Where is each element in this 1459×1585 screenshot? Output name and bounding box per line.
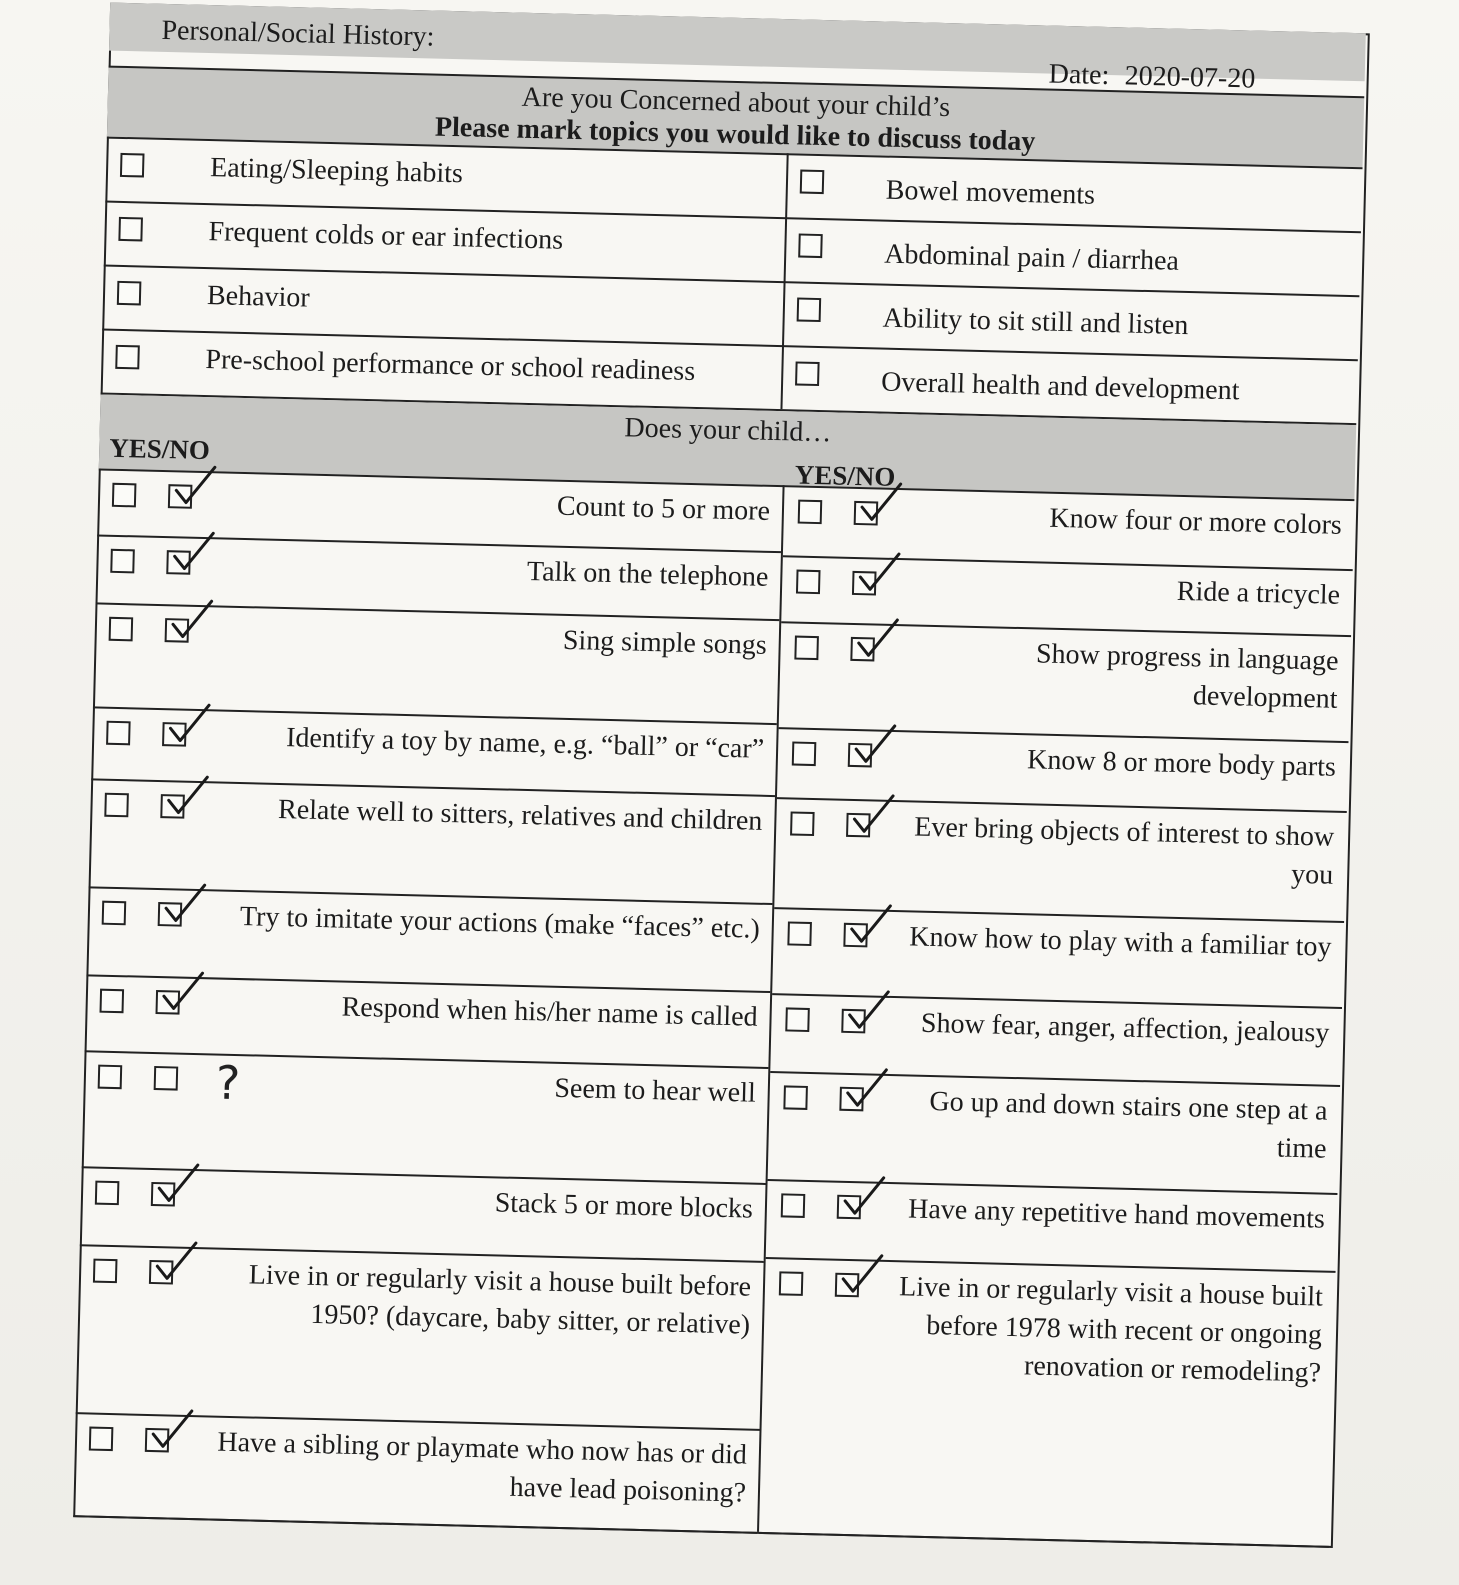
question-label: Live in or regularly visit a house built before 1978 with recent or ongoing renovation or remodeling?: [898, 1271, 1324, 1389]
yes-checkbox[interactable]: [794, 636, 819, 661]
yes-checkbox[interactable]: [93, 1259, 118, 1284]
yes-checkbox[interactable]: [95, 1181, 120, 1206]
no-checkbox[interactable]: [154, 1066, 179, 1091]
concern-label: Ability to sit still and listen: [882, 302, 1189, 342]
concerns-title: Are you Concerned about your child’s: [521, 81, 951, 124]
question-label: Stack 5 or more blocks: [494, 1187, 754, 1225]
concern-label: Overall health and development: [880, 366, 1240, 407]
question-label: Have any repetitive hand movements: [907, 1193, 1326, 1235]
yes-checkbox[interactable]: [106, 721, 131, 746]
concern-checkbox[interactable]: [120, 153, 145, 178]
concern-label: Eating/Sleeping habits: [209, 152, 464, 190]
question-label: Seem to hear well: [554, 1072, 757, 1109]
concern-checkbox[interactable]: [798, 233, 823, 258]
yes-checkbox[interactable]: [98, 1065, 123, 1090]
question-label: Live in or regularly visit a house built before 1950? (daycare, baby sitter, or relative): [248, 1259, 752, 1341]
yes-checkbox[interactable]: [792, 741, 817, 766]
question-label: Ride a tricycle: [1176, 575, 1341, 611]
question-label: Count to 5 or more: [556, 490, 771, 527]
concern-label: Frequent colds or ear infections: [208, 216, 564, 256]
date-label: Date:: [1048, 58, 1110, 92]
concerns-subtitle: Please mark topics you would like to discuss today: [434, 111, 1036, 158]
concern-label: Pre-school performance or school readiness: [205, 344, 696, 388]
question-label: Know four or more colors: [1049, 502, 1343, 541]
concern-checkbox[interactable]: [800, 170, 825, 195]
concern-checkbox[interactable]: [795, 361, 820, 386]
concern-label: Behavior: [206, 280, 311, 314]
yes-checkbox[interactable]: [785, 1007, 810, 1032]
date-field[interactable]: 2020-07-20: [1124, 57, 1315, 102]
yes-no-header-left: YES/NO: [108, 432, 211, 466]
question-label: Respond when his/her name is called: [341, 991, 758, 1033]
question-label: Try to imitate your actions (make “faces” etc.): [239, 901, 761, 945]
question-label: Ever bring objects of interest to show you: [914, 811, 1335, 891]
section-title: Personal/Social History:: [161, 14, 435, 53]
yes-checkbox[interactable]: [100, 989, 125, 1014]
question-label: Have a sibling or playmate who now has or did have lead poisoning?: [217, 1426, 748, 1509]
yes-checkbox[interactable]: [787, 921, 812, 946]
yes-checkbox[interactable]: [109, 617, 134, 642]
question-label: Relate well to sitters, relatives and children: [277, 793, 763, 837]
yes-checkbox[interactable]: [779, 1271, 804, 1296]
question-label: Know 8 or more body parts: [1026, 744, 1337, 783]
yes-checkbox[interactable]: [110, 549, 135, 574]
question-label: Go up and down stairs one step at a time: [929, 1085, 1328, 1165]
concern-checkbox[interactable]: [117, 281, 142, 306]
yes-checkbox[interactable]: [790, 811, 815, 836]
yes-checkbox[interactable]: [89, 1427, 114, 1452]
concern-label: Abdominal pain / diarrhea: [883, 238, 1180, 277]
yes-checkbox[interactable]: [796, 570, 821, 595]
concern-checkbox[interactable]: [118, 217, 143, 242]
concern-label: Bowel movements: [885, 174, 1096, 211]
yes-no-header-right: YES/NO: [794, 459, 896, 492]
yes-checkbox[interactable]: [102, 901, 127, 926]
yes-checkbox[interactable]: [783, 1085, 808, 1110]
yes-checkbox[interactable]: [112, 483, 137, 508]
question-label: Identify a toy by name, e.g. “ball” or “car”: [285, 722, 765, 765]
yes-checkbox[interactable]: [781, 1193, 806, 1218]
history-form: [73, 3, 1370, 1548]
yes-checkbox[interactable]: [798, 500, 823, 525]
yes-checkbox[interactable]: [104, 793, 129, 818]
question-label: Show fear, anger, affection, jealousy: [920, 1007, 1330, 1049]
question-label: Sing simple songs: [562, 624, 768, 661]
concern-checkbox[interactable]: [797, 297, 822, 322]
concern-checkbox[interactable]: [115, 345, 140, 370]
handwritten-question-mark: ?: [215, 1055, 241, 1111]
question-label: Talk on the telephone: [526, 555, 769, 593]
questions-title: Does your child…: [624, 412, 832, 449]
question-label: Know how to play with a familiar toy: [908, 921, 1332, 963]
question-label: Show progress in language development: [1035, 638, 1339, 715]
